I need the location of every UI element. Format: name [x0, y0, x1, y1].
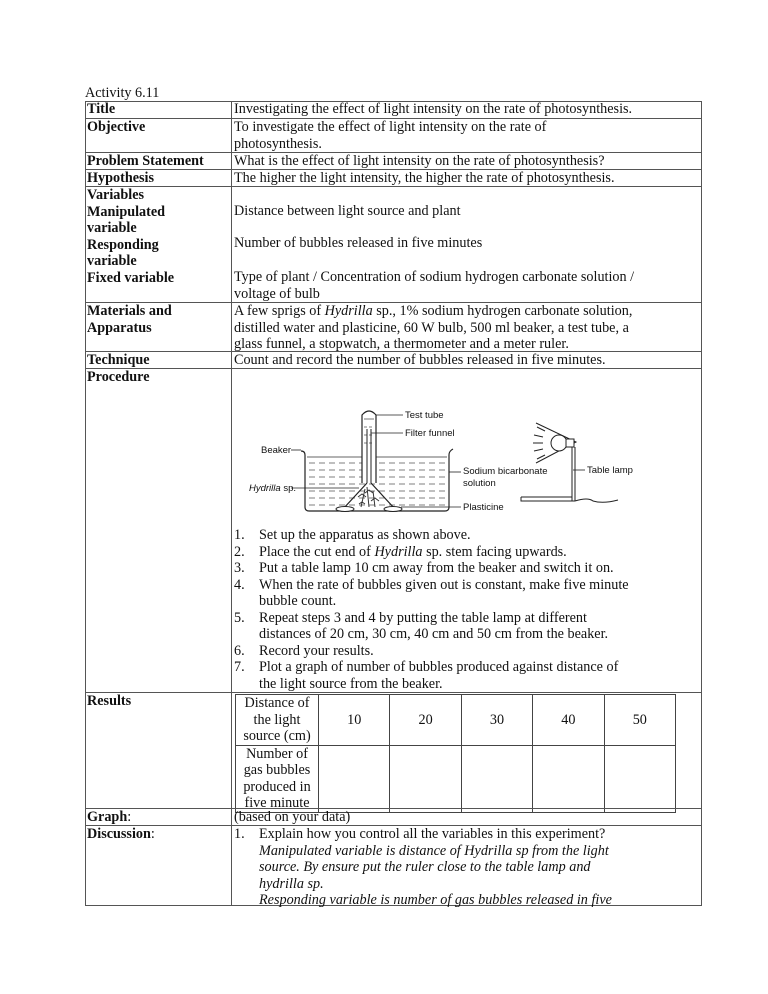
distance-cell: 40	[533, 695, 604, 746]
discussion-value	[232, 826, 698, 909]
step-number: 3.	[234, 560, 245, 576]
test-tube-label: Test tube	[405, 410, 444, 421]
row-results	[85, 692, 702, 809]
header-line: five minute	[244, 795, 310, 811]
title-label: Title	[87, 101, 116, 117]
graph-colon: :	[127, 809, 132, 825]
manipulated-label: Manipulated	[87, 203, 166, 220]
question-number: 1.	[234, 826, 245, 842]
header-line: produced in	[243, 778, 311, 795]
step-number: 5.	[234, 609, 245, 626]
hydrilla-label-italic: Hydrilla	[249, 483, 281, 494]
materials-text: A few sprigs of	[234, 303, 325, 319]
hydrilla-label	[249, 483, 296, 494]
materials-label	[85, 303, 233, 336]
bubbles-cell[interactable]	[461, 745, 532, 812]
procedure-label: Procedure	[87, 369, 150, 385]
row-title	[85, 101, 702, 118]
objective-value	[234, 119, 700, 152]
header-line: the light	[253, 711, 301, 728]
responding-label-2: variable	[87, 253, 137, 269]
hydrilla-label-suffix: sp.	[280, 483, 296, 494]
step-number: 2.	[234, 543, 245, 560]
beaker-icon	[301, 449, 453, 511]
question-text: Explain how you control all the variables in this experiment?	[259, 826, 606, 842]
technique-label: Technique	[87, 352, 150, 368]
row-materials	[85, 302, 702, 352]
distance-header	[236, 695, 319, 746]
problem-label: Problem Statement	[87, 153, 204, 169]
procedure-step	[232, 659, 698, 692]
materials-line-3: glass funnel, a stopwatch, a thermometer and a meter ruler.	[234, 336, 569, 352]
fixed-value	[234, 269, 700, 302]
graph-label	[85, 809, 233, 826]
header-line: gas bubbles	[243, 762, 311, 778]
step-number: 7.	[234, 659, 245, 675]
variables-label	[85, 187, 233, 286]
materials-value	[234, 303, 700, 353]
materials-line-1	[234, 303, 700, 320]
discussion-label	[85, 826, 233, 843]
problem-value: What is the effect of light intensity on the rate of photosynthesis?	[234, 153, 605, 169]
objective-line-1: To investigate the effect of light intensity on the rate of	[234, 119, 547, 135]
beaker-label: Beaker	[261, 445, 292, 456]
bubbles-cell[interactable]	[319, 745, 390, 812]
procedure-step	[232, 544, 698, 561]
step-text-continued: distances of 20 cm, 30 cm, 40 cm and 50 cm from the beaker.	[259, 626, 609, 642]
hypothesis-label: Hypothesis	[87, 170, 155, 186]
responding-value: Number of bubbles released in five minutes	[234, 235, 483, 251]
materials-line-2: distilled water and plasticine, 60 W bulb, 500 ml beaker, a test tube, a	[234, 319, 629, 336]
procedure-step	[232, 643, 698, 660]
responding-label: Responding	[87, 236, 159, 253]
step-text-continued: bubble count.	[259, 593, 337, 609]
title-value: Investigating the effect of light intensity on the rate of photosynthesis.	[234, 101, 633, 117]
apparatus-diagram	[243, 407, 683, 517]
row-technique	[85, 351, 702, 369]
hydrilla-italic: Hydrilla	[324, 303, 373, 319]
row-graph	[85, 808, 702, 826]
step-text-continued: the light source from the beaker.	[259, 675, 443, 692]
discussion-question	[232, 826, 698, 909]
row-objective	[85, 118, 702, 153]
results-table	[235, 694, 676, 813]
distance-cell: 30	[461, 695, 532, 746]
materials-text: sp., 1% sodium hydrogen carbonate solution,	[372, 303, 633, 319]
fixed-value-line-1: Type of plant / Concentration of sodium hydrogen carbonate solution /	[234, 269, 635, 285]
step-text: sp. stem facing upwards.	[422, 543, 567, 560]
table-row	[236, 745, 676, 812]
distance-cell: 10	[319, 695, 390, 746]
test-tube-icon	[362, 411, 376, 483]
step-number: 4.	[234, 576, 245, 593]
manipulated-value: Distance between light source and plant	[234, 203, 461, 219]
table-lamp-icon	[521, 423, 618, 502]
header-line: source (cm)	[243, 728, 311, 744]
results-label: Results	[87, 693, 132, 709]
objective-line-2: photosynthesis.	[234, 135, 322, 152]
discussion-colon: :	[150, 826, 155, 842]
bubbles-header	[236, 745, 319, 812]
fixed-value-line-2: voltage of bulb	[234, 285, 320, 302]
step-text: When the rate of bubbles given out is constant, make five minute	[259, 576, 629, 593]
hypothesis-value: The higher the light intensity, the higher the rate of photosynthesis.	[234, 170, 615, 186]
objective-label: Objective	[87, 119, 146, 135]
procedure-step	[232, 527, 698, 544]
header-line: Number of	[246, 745, 308, 762]
materials-label-2: Apparatus	[87, 319, 152, 336]
step-number: 6.	[234, 642, 245, 659]
hydrilla-italic: Hydrilla	[374, 543, 423, 560]
manipulated-label-2: variable	[87, 220, 137, 236]
answer-line: Responding variable is number of gas bubbles released in five	[259, 892, 612, 908]
step-text: Plot a graph of number of bubbles produced against distance of	[259, 659, 619, 675]
distance-cell: 20	[390, 695, 461, 746]
row-hypothesis	[85, 169, 702, 187]
bubbles-cell[interactable]	[390, 745, 461, 812]
activity-sheet	[85, 101, 702, 906]
row-problem-statement	[85, 152, 702, 170]
answer-line: Manipulated variable is distance of Hydrilla sp from the light	[259, 842, 609, 859]
answer-line: source. By ensure put the ruler close to the table lamp and	[259, 859, 591, 875]
procedure-step	[232, 610, 698, 643]
step-text: Put a table lamp 10 cm away from the beaker and switch it on.	[259, 560, 614, 576]
solution-label-1: Sodium bicarbonate	[463, 466, 548, 477]
row-variables	[85, 186, 702, 303]
fixed-label: Fixed variable	[87, 269, 175, 286]
filter-funnel-label: Filter funnel	[405, 428, 455, 439]
graph-value: (based on your data)	[234, 809, 351, 825]
step-text: Set up the apparatus as shown above.	[259, 527, 471, 543]
row-discussion	[85, 825, 702, 906]
graph-label-text: Graph	[87, 809, 128, 825]
discussion-label-text: Discussion	[87, 826, 151, 842]
plasticine-label: Plasticine	[463, 502, 504, 513]
bubbles-cell[interactable]	[604, 745, 675, 812]
step-text: Repeat steps 3 and 4 by putting the table lamp at different	[259, 609, 587, 626]
procedure-step	[232, 560, 698, 577]
answer-line: hydrilla sp.	[259, 875, 324, 892]
row-procedure	[85, 368, 702, 693]
bubbles-cell[interactable]	[533, 745, 604, 812]
solution-label-2: solution	[463, 478, 496, 489]
step-number: 1.	[234, 527, 245, 543]
materials-label-1: Materials and	[87, 303, 172, 319]
table-row	[236, 695, 676, 746]
step-text: Record your results.	[259, 642, 374, 659]
header-line: Distance of	[244, 695, 310, 711]
step-text: Place the cut end of	[259, 543, 375, 560]
variables-heading: Variables	[87, 187, 145, 203]
technique-value: Count and record the number of bubbles released in five minutes.	[234, 352, 606, 368]
table-lamp-label: Table lamp	[587, 465, 633, 476]
procedure-steps	[232, 527, 698, 692]
procedure-step	[232, 577, 698, 610]
activity-label: Activity 6.11	[85, 85, 160, 101]
distance-cell: 50	[604, 695, 675, 746]
